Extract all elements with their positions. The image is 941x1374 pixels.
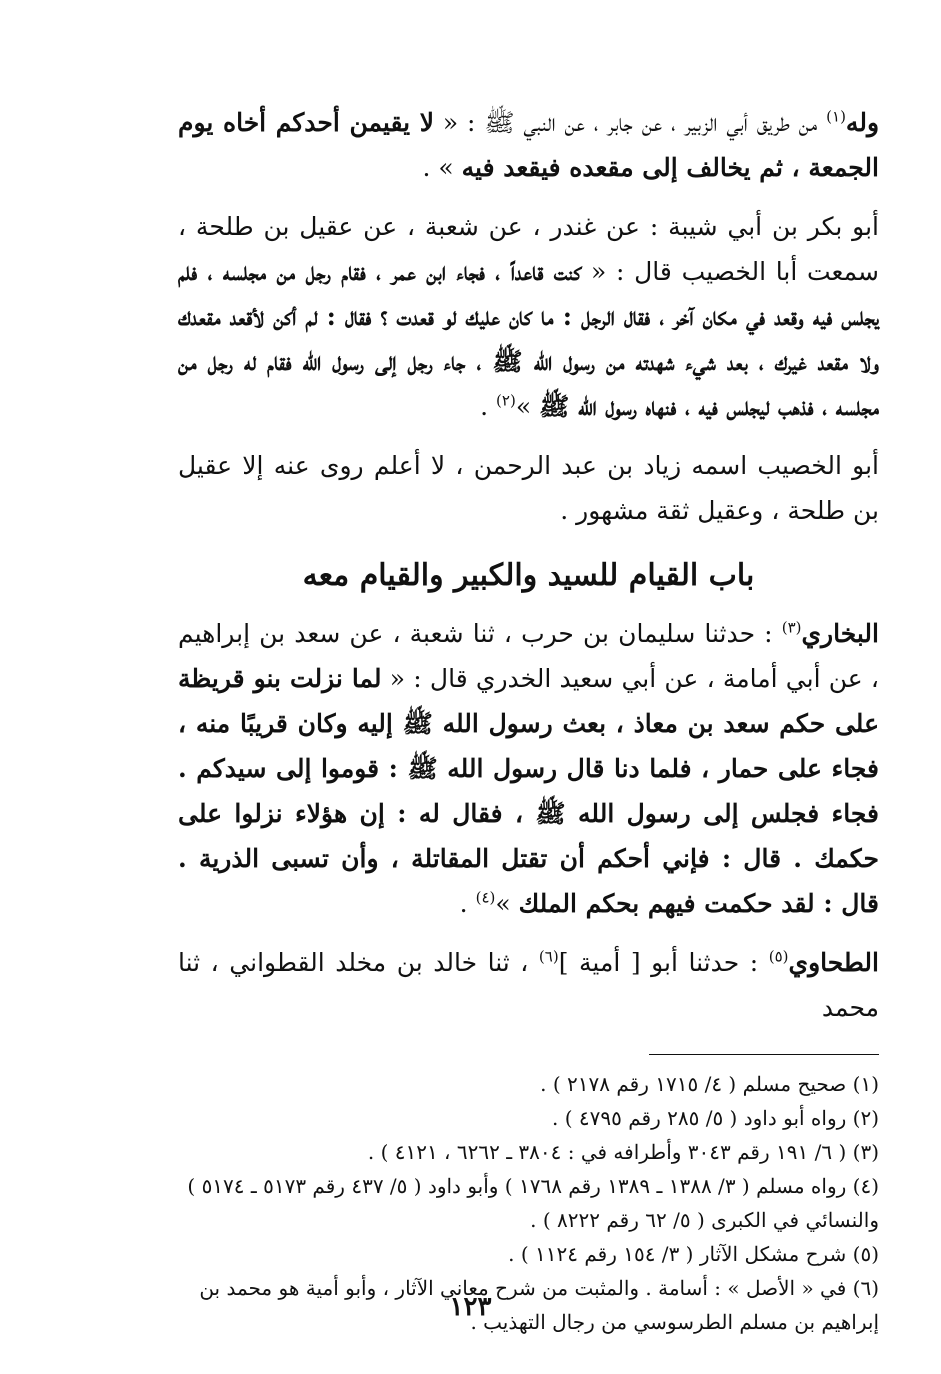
footnote: (٢) رواه أبو داود ( ٥/ ٢٨٥ رقم ٤٧٩٥ ) . [552,1106,879,1130]
text-segment: وله [845,108,880,137]
text-segment: لما نزلت بنو قريظة على حكم سعد بن معاذ ، بعث رسول الله ﷺ إليه وكان قريبًا منه ، فجاء على حمار ، فلما دنا قال رسول الله ﷺ : قوموا إلى سيدكم . فجاء فجلس إلى رسول الله ﷺ ، فقال له : إن هؤلاء نزلوا على حكمك . قال : فإني أحكم أن تقتل المقاتلة ، وأن تسبى الذرية . قال : لقد حكمت فيهم بحكم الملك [178,664,879,918]
text-segment: » [515,392,540,421]
text-segment: » [495,889,519,918]
footnote-marker: (٤) [475,888,496,907]
footnote: (١) صحيح مسلم ( ٤/ ١٧١٥ رقم ٢١٧٨ ) . [540,1072,879,1096]
footnote-marker: (٣) [781,618,802,637]
text-segment: . [459,889,476,918]
paragraph [178,204,879,429]
main-text-bottom [178,611,879,1030]
footnote-marker: (٥) [768,947,789,966]
text-segment: ، ثنا خالد بن مخلد القطواني ، ثنا محمد [178,948,879,1022]
page-number: ١٢٣ [449,1292,492,1322]
text-segment: . [480,392,497,421]
footnote: (٥) شرح مشكل الآثار ( ٣/ ١٥٤ رقم ١١٢٤ ) . [508,1242,879,1266]
text-segment: من طريق أبي الزبير ، عن جابر ، عن النبي ﷺ : « [433,108,827,137]
text-segment: كنت قاعداً ، فجاء ابن عمر ، فقام رجل من مجلسه ، فلم يجلس فيه وقعد في مكان آخر ، فقال الرجل : ما كان عليك لو قعدت ؟ فقال : لم أكن لأقعد مقعدك ولا مقعد غيرك ، بعد شيء شهدته من رسول الله ﷺ ، جاء رجل إلى رسول الله فقام له رجل من مجلسه ، فذهب ليجلس فيه ، فنهاه رسول الله ﷺ [178,257,879,421]
text-segment: أبو بكر بن أبي شيبة : عن غندر ، عن شعبة ، عن عقيل بن طلحة ، سمعت أبا الخصيب قال : « [178,212,880,286]
paragraph [178,100,879,190]
text-segment: » . [422,153,462,182]
text-segment: : حدثنا أبو [ أمية ] [558,948,769,977]
footnote-marker: (٦) [538,947,559,966]
section-heading: باب القيام للسيد والكبير والقيام معه [302,558,755,593]
footnote-marker: (٢) [496,391,516,410]
text-segment: : حدثنا سليمان بن حرب ، ثنا شعبة ، عن سعد بن إبراهيم ، عن أبي أمامة ، عن أبي سعيد الخدري قال : « [178,619,880,693]
footnote: (٣) ( ٦/ ١٩١ رقم ٣٠٤٣ وأطرافه في : ٣٨٠٤ ـ ٦٢٦٢ ، ٤١٢١ ) . [367,1140,879,1164]
text-segment: البخاري [801,619,879,648]
main-text-top [178,100,879,533]
text-segment: لا يقيمن أحدكم أخاه يوم الجمعة ، ثم يخالف إلى مقعده فيقعد فيه [178,108,879,182]
footnote-marker: (١) [826,107,846,126]
paragraph [178,443,879,533]
text-segment: الطحاوي [788,948,879,977]
paragraph [178,940,879,1030]
text-segment: أبو الخصيب اسمه زياد بن عبد الرحمن ، لا أعلم روى عنه إلا عقيل بن طلحة ، وعقيل ثقة مشهور . [178,451,879,525]
paragraph [178,611,879,926]
footnote: (٦) في « الأصل » : أسامة . والمثبت من شرح معاني الآثار ، وأبو أمية هو محمد بن إبراهيم بن مسلم الطرسوسي من رجال التهذيب . [199,1276,879,1334]
footnote: (٤) رواه مسلم ( ٣/ ١٣٨٨ ـ ١٣٨٩ رقم ١٧٦٨ ) وأبو داود ( ٥/ ٤٣٧ رقم ٥١٧٣ ـ ٥١٧٤ ) والنسائي في الكبرى ( ٥/ ٦٢ رقم ٨٢٢٢ ) . [187,1174,879,1232]
footnote-divider [649,1054,879,1055]
